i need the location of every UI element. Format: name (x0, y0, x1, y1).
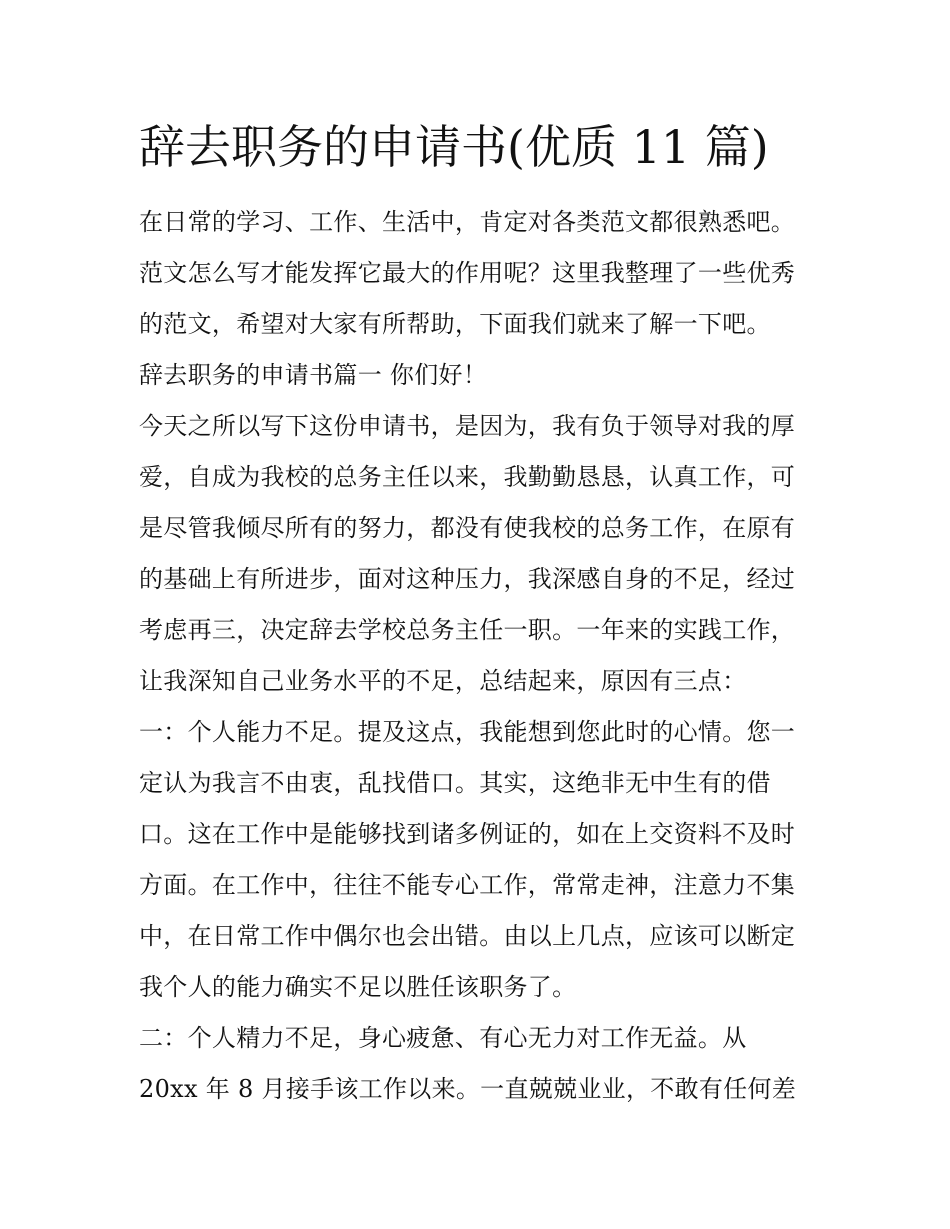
body-line: 口。这在工作中是能够找到诸多例证的，如在上交资料不及时 (139, 820, 796, 848)
body-line: 二：个人精力不足，身心疲惫、有心无力对工作无益。从 (139, 1024, 747, 1052)
body-line: 定认为我言不由衷，乱找借口。其实，这绝非无中生有的借 (139, 769, 771, 797)
body-line: 是尽管我倾尽所有的努力，都没有使我校的总务工作，在原有 (139, 514, 796, 542)
body-line: 20xx 年 8 月接手该工作以来。一直兢兢业业，不敢有任何差 (139, 1075, 797, 1103)
body-line: 考虑再三，决定辞去学校总务主任一职。一年来的实践工作， (139, 616, 796, 644)
document-body (139, 197, 819, 1115)
body-line: 方面。在工作中，往往不能专心工作，常常走神，注意力不集 (139, 871, 796, 899)
body-line: 的基础上有所进步，面对这种压力，我深感自身的不足，经过 (139, 565, 796, 593)
body-line: 的范文，希望对大家有所帮助，下面我们就来了解一下吧。 (139, 310, 771, 338)
body-line: 中，在日常工作中偶尔也会出错。由以上几点，应该可以断定 (139, 922, 796, 950)
document-title: 辞去职务的申请书(优质 11 篇) (139, 120, 769, 174)
body-line: 我个人的能力确实不足以胜任该职务了。 (139, 973, 577, 1001)
body-line: 今天之所以写下这份申请书，是因为，我有负于领导对我的厚 (139, 412, 796, 440)
body-line: 在日常的学习、工作、生活中，肯定对各类范文都很熟悉吧。 (139, 208, 796, 236)
body-line: 范文怎么写才能发挥它最大的作用呢？这里我整理了一些优秀 (139, 259, 796, 287)
body-line: 爱，自成为我校的总务主任以来，我勤勤恳恳，认真工作，可 (139, 463, 796, 491)
body-line: 一：个人能力不足。提及这点，我能想到您此时的心情。您一 (139, 718, 796, 746)
section-heading-line: 辞去职务的申请书篇一 你们好！ (139, 361, 488, 389)
body-line: 让我深知自己业务水平的不足，总结起来，原因有三点： (139, 667, 747, 695)
